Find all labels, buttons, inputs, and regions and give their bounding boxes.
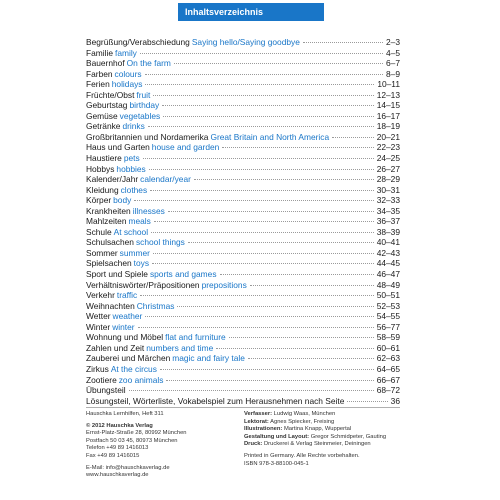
- toc-entry: [86, 301, 400, 312]
- toc-german-title: Getränke: [86, 121, 121, 132]
- credit-author: Verfasser: Ludwig Waas, München: [244, 411, 336, 417]
- dot-leader: [229, 337, 374, 338]
- toc-english-title: prepositions: [201, 279, 247, 290]
- dot-leader: [134, 200, 373, 201]
- toc-page-number: 6–7: [386, 58, 400, 69]
- toc-page-number: 60–61: [376, 342, 400, 353]
- toc-german-title: Spielsachen: [86, 258, 132, 269]
- toc-page-number: 20–21: [376, 131, 400, 142]
- toc-entry: [86, 195, 400, 206]
- series-info: Hauschka Lernhilfen, Heft 311: [86, 411, 164, 417]
- toc-english-title: school things: [135, 237, 185, 248]
- toc-page-number: 24–25: [376, 153, 400, 164]
- dot-leader: [248, 358, 374, 359]
- toc-german-title: Übungsteil: [86, 385, 126, 396]
- toc-entry: [86, 353, 400, 364]
- toc-entry: [86, 343, 400, 354]
- toc-page-number: 48–49: [376, 279, 400, 290]
- toc-english-title: numbers and time: [146, 342, 214, 353]
- toc-entry: [86, 48, 400, 59]
- toc-german-title: Haustiere: [86, 153, 122, 164]
- dot-leader: [153, 253, 374, 254]
- toc-page-number: 56–77: [376, 321, 400, 332]
- toc-english-title: colours: [114, 68, 142, 79]
- dot-leader: [153, 95, 373, 96]
- toc-english-title: house and garden: [151, 142, 220, 153]
- contents-heading: Inhaltsverzeichnis: [178, 3, 324, 21]
- toc-entry: [86, 153, 400, 164]
- toc-page-number: 10–11: [377, 79, 400, 90]
- toc-page-number: 66–67: [376, 374, 400, 385]
- dot-leader: [140, 295, 374, 296]
- toc-german-title: Winter: [86, 321, 111, 332]
- toc-page-number: 34–35: [376, 205, 400, 216]
- dot-leader: [250, 285, 374, 286]
- toc-english-title: On the farm: [126, 58, 171, 69]
- toc-page-number: 64–65: [376, 363, 400, 374]
- toc-page-number: 40–41: [376, 237, 400, 248]
- isbn: ISBN 978-3-88100-045-1: [244, 460, 309, 467]
- toc-page-number: 42–43: [376, 247, 400, 258]
- toc-entry: [86, 322, 400, 333]
- toc-entry: [86, 185, 400, 196]
- dot-leader: [138, 327, 374, 328]
- toc-page-number: 26–27: [376, 163, 400, 174]
- toc-german-title: Ferien: [86, 79, 110, 90]
- toc-entry: [86, 121, 400, 132]
- toc-english-title: illnesses: [132, 205, 165, 216]
- toc-entry: [86, 385, 400, 396]
- address-line: Ernst-Platz-Straße 28, 80992 München: [86, 430, 187, 437]
- toc-page-number: 36: [390, 395, 400, 406]
- toc-page-number: 38–39: [376, 226, 400, 237]
- dot-leader: [222, 147, 373, 148]
- dot-leader: [220, 274, 374, 275]
- toc-entry: [86, 100, 400, 111]
- toc-german-title: Farben: [86, 68, 113, 79]
- toc-german-title: Großbritannien und Nordamerika: [86, 131, 209, 142]
- toc-page-number: 30–31: [376, 184, 400, 195]
- toc-page-number: 62–63: [376, 353, 400, 364]
- credit-editor: Lektorat: Agnes Spiecker, Freising: [244, 418, 335, 425]
- table-of-contents: [86, 37, 400, 406]
- dot-leader: [216, 348, 373, 349]
- toc-german-title: Weihnachten: [86, 300, 135, 311]
- toc-entry: [86, 69, 400, 80]
- toc-page-number: 32–33: [376, 195, 400, 206]
- toc-german-title: Gemüse: [86, 110, 118, 121]
- toc-english-title: Saying hello/Saying goodbye: [191, 37, 300, 47]
- toc-german-title: Schule: [86, 226, 112, 237]
- toc-page-number: 44–45: [376, 258, 400, 269]
- toc-page-number: 58–59: [376, 332, 400, 343]
- toc-english-title: toys: [133, 258, 150, 269]
- toc-page-number: 2–3: [386, 37, 400, 47]
- credit-design: Gestaltung und Layout: Gregor Schmidpeter, Gauting: [244, 433, 387, 440]
- dot-leader: [145, 84, 374, 85]
- imprint-publisher: [86, 411, 226, 480]
- toc-german-title: Schulsachen: [86, 237, 134, 248]
- dot-leader: [162, 105, 373, 106]
- toc-german-title: Lösungsteil, Wörterliste, Vokabelspiel zum Herausnehmen nach Seite: [86, 395, 345, 406]
- toc-german-title: Zirkus: [86, 363, 109, 374]
- toc-german-title: Früchte/Obst: [86, 89, 135, 100]
- toc-entry: [86, 237, 400, 248]
- dot-leader: [145, 74, 383, 75]
- toc-entry: [86, 111, 400, 122]
- toc-english-title: hobbies: [116, 163, 146, 174]
- toc-entry: [86, 164, 400, 175]
- dot-leader: [154, 221, 374, 222]
- toc-english-title: vegetables: [119, 110, 161, 121]
- dot-leader: [150, 190, 374, 191]
- toc-entry: [86, 132, 400, 143]
- toc-german-title: Zahlen und Zeit: [86, 342, 145, 353]
- toc-english-title: Christmas: [136, 300, 175, 311]
- toc-page-number: 16–17: [376, 110, 400, 121]
- toc-english-title: body: [113, 195, 132, 206]
- toc-german-title: Wetter: [86, 311, 111, 322]
- toc-page-number: 50–51: [376, 290, 400, 301]
- toc-german-title: Verkehr: [86, 290, 115, 301]
- dot-leader: [347, 401, 387, 402]
- dot-leader: [148, 126, 374, 127]
- toc-english-title: pets: [123, 153, 140, 164]
- toc-entry: [86, 90, 400, 101]
- dot-leader: [194, 179, 374, 180]
- toc-entry: [86, 311, 400, 322]
- toc-entry: [86, 290, 400, 301]
- imprint-credits: [244, 411, 404, 468]
- phone: Telefon +49 89 1416013: [86, 445, 149, 452]
- website: www.hauschkaverlag.de: [86, 472, 149, 479]
- toc-entry: [86, 332, 400, 343]
- toc-entry: [86, 258, 400, 269]
- toc-german-title: Haus und Garten: [86, 142, 150, 153]
- toc-german-title: Sommer: [86, 247, 118, 258]
- toc-page-number: 12–13: [376, 89, 400, 100]
- credit-print: Druck: Druckerei & Verlag Steinmeier, Deiningen: [244, 441, 371, 448]
- toc-page-number: 14–15: [376, 100, 400, 111]
- toc-entry: [86, 216, 400, 227]
- toc-page-number: 4–5: [386, 47, 400, 58]
- toc-page-number: 18–19: [376, 121, 400, 132]
- toc-german-title: Kalender/Jahr: [86, 174, 139, 185]
- toc-german-title: Geburtstag: [86, 100, 128, 111]
- toc-page-number: 52–53: [376, 300, 400, 311]
- toc-german-title: Familie: [86, 47, 113, 58]
- dot-leader: [160, 369, 374, 370]
- dot-leader: [145, 316, 373, 317]
- toc-english-title: Great Britain and North America: [210, 131, 330, 142]
- toc-entry: [86, 79, 400, 90]
- toc-page-number: 46–47: [376, 269, 400, 280]
- toc-page-number: 8–9: [386, 68, 400, 79]
- dot-leader: [166, 380, 373, 381]
- dot-leader: [174, 63, 383, 64]
- dot-leader: [143, 158, 374, 159]
- toc-english-title: flat and furniture: [165, 332, 226, 343]
- toc-english-title: birthday: [129, 100, 160, 111]
- toc-entry: [86, 280, 400, 291]
- toc-english-title: weather: [112, 311, 143, 322]
- toc-german-title: Zootiere: [86, 374, 117, 385]
- toc-german-title: Begrüßung/Verabschiedung: [86, 37, 190, 47]
- dot-leader: [332, 137, 374, 138]
- dot-leader: [152, 263, 374, 264]
- toc-english-title: holidays: [111, 79, 143, 90]
- toc-entry: [86, 364, 400, 375]
- toc-german-title: Wohnung und Möbel: [86, 332, 164, 343]
- dot-leader: [140, 53, 383, 54]
- rights-notice: Printed in Germany. Alle Rechte vorbehalten.: [244, 452, 360, 459]
- toc-german-title: Körper: [86, 195, 112, 206]
- toc-german-title: Mahlzeiten: [86, 216, 127, 227]
- toc-page-number: 22–23: [376, 142, 400, 153]
- toc-english-title: At the circus: [110, 363, 157, 374]
- toc-german-title: Bauernhof: [86, 58, 125, 69]
- toc-page-number: 54–55: [376, 311, 400, 322]
- toc-entry: [86, 248, 400, 259]
- dot-leader: [188, 242, 374, 243]
- dot-leader: [129, 390, 374, 391]
- toc-german-title: Krankheiten: [86, 205, 131, 216]
- toc-entry: [86, 269, 400, 280]
- toc-entry: [86, 174, 400, 185]
- toc-entry: [86, 375, 400, 386]
- copyright: © 2012 Hauschka Verlag: [86, 422, 153, 429]
- toc-english-title: meals: [128, 216, 151, 227]
- toc-english-title: traffic: [116, 290, 138, 301]
- dot-leader: [303, 42, 383, 43]
- divider: [86, 407, 400, 408]
- toc-english-title: magic and fairy tale: [172, 353, 245, 364]
- dot-leader: [163, 116, 374, 117]
- dot-leader: [151, 232, 374, 233]
- toc-entry: [86, 37, 400, 48]
- fax: Fax +49 89 1416015: [86, 452, 140, 459]
- toc-german-title: Kleidung: [86, 184, 119, 195]
- toc-english-title: summer: [119, 247, 150, 258]
- toc-entry: [86, 396, 400, 407]
- toc-english-title: winter: [112, 321, 135, 332]
- toc-english-title: calendar/year: [140, 174, 191, 185]
- toc-english-title: clothes: [120, 184, 148, 195]
- dot-leader: [149, 169, 374, 170]
- toc-english-title: At school: [113, 226, 149, 237]
- credit-illustrations: Illustrationen: Martina Knapp, Wuppertal: [244, 426, 352, 433]
- email: E-Mail: info@hauschkaverlag.de: [86, 464, 170, 471]
- toc-page-number: 36–37: [376, 216, 400, 227]
- toc-entry: [86, 58, 400, 69]
- dot-leader: [177, 306, 373, 307]
- toc-page-number: 28–29: [376, 174, 400, 185]
- toc-german-title: Verhältniswörter/Präpositionen: [86, 279, 200, 290]
- toc-entry: [86, 206, 400, 217]
- toc-english-title: fruit: [136, 89, 151, 100]
- dot-leader: [168, 211, 374, 212]
- toc-english-title: family: [115, 47, 137, 58]
- toc-entry: [86, 227, 400, 238]
- toc-german-title: Zauberei und Märchen: [86, 353, 171, 364]
- toc-german-title: Hobbys: [86, 163, 115, 174]
- toc-english-title: sports and games: [149, 269, 217, 280]
- toc-entry: [86, 142, 400, 153]
- toc-english-title: zoo animals: [118, 374, 164, 385]
- address-line: Postfach 50 03 45, 80973 München: [86, 437, 178, 444]
- toc-page-number: 68–72: [376, 385, 400, 396]
- toc-german-title: Sport und Spiele: [86, 269, 148, 280]
- toc-english-title: drinks: [122, 121, 145, 132]
